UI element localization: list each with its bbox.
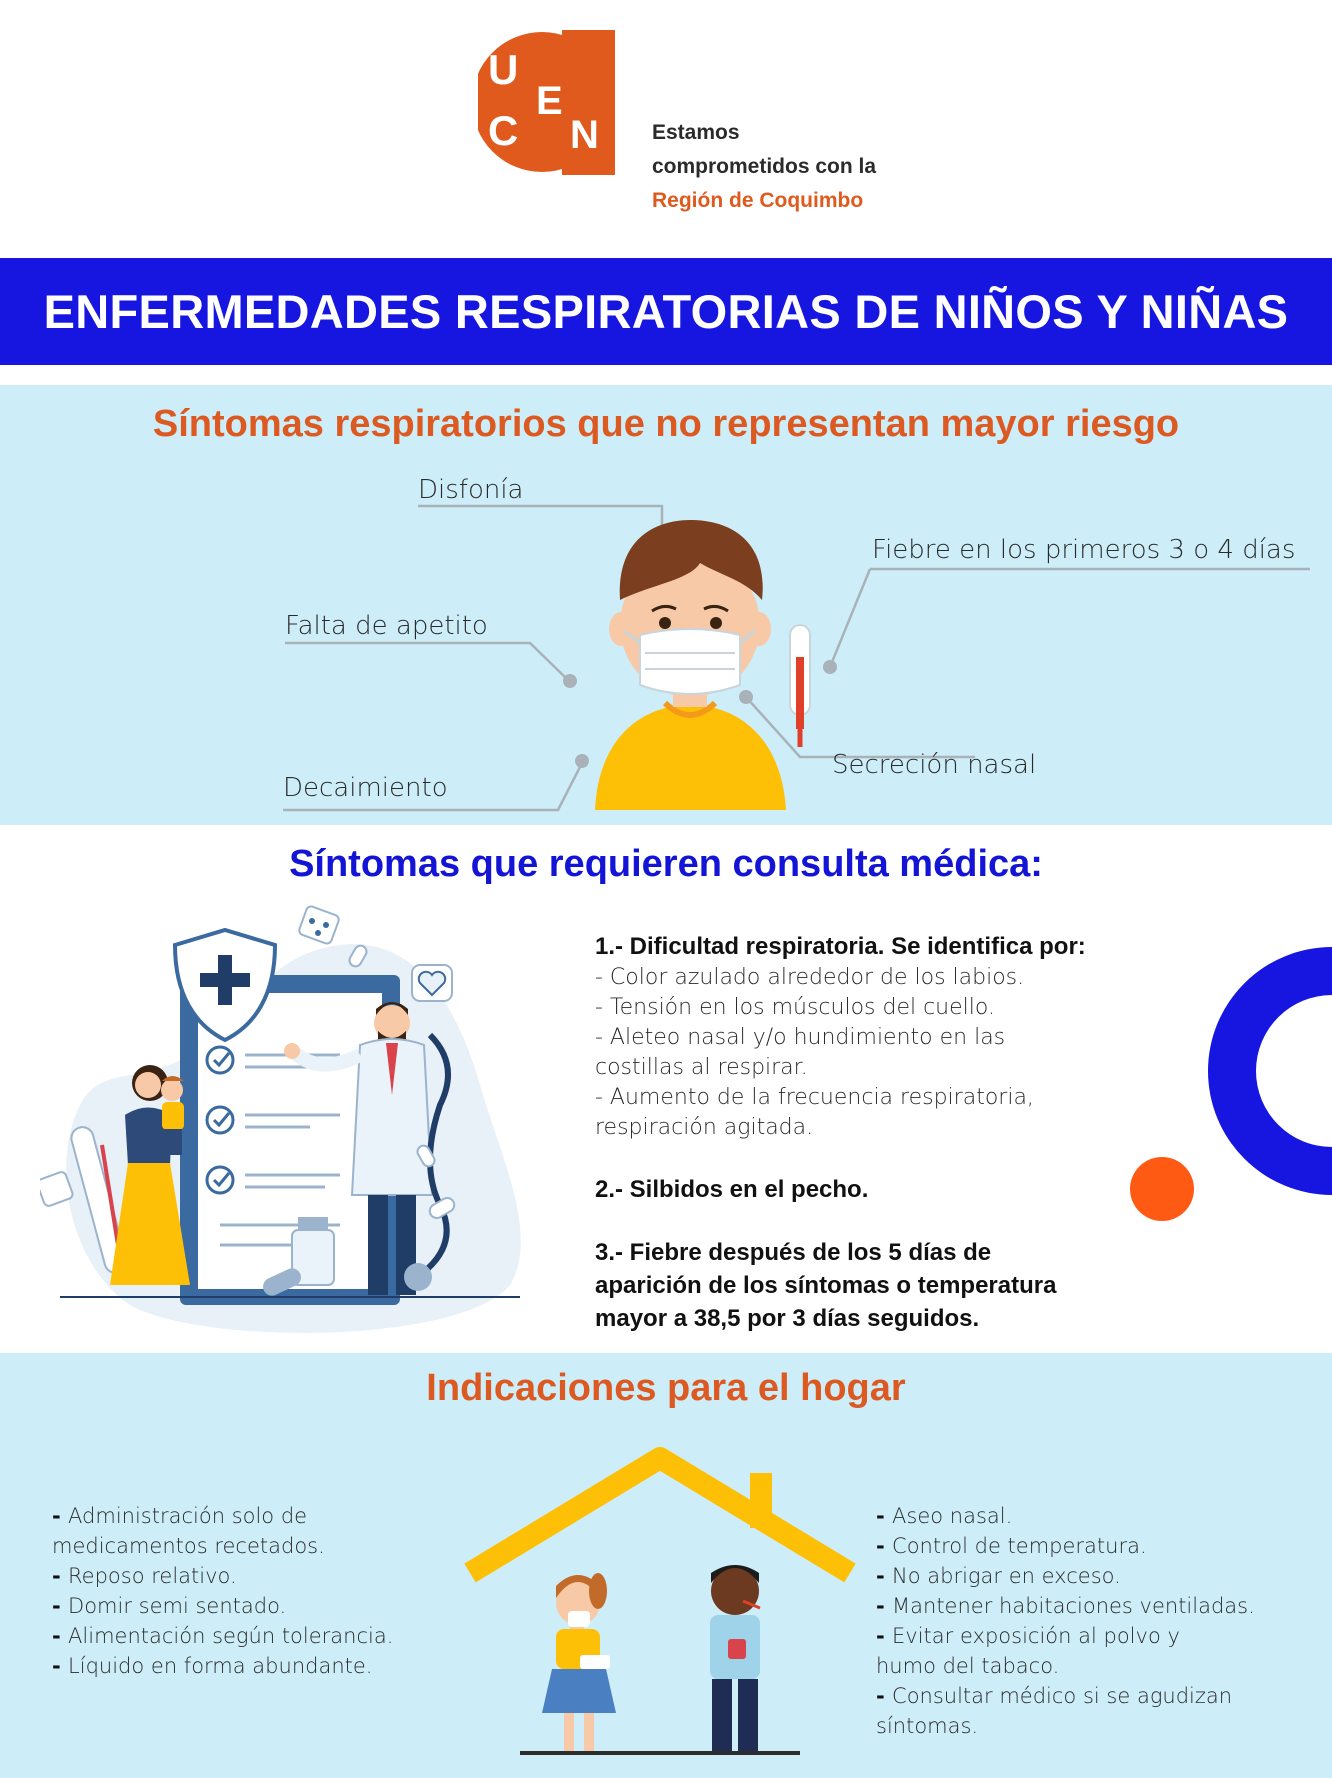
list-item: - Alimentación según tolerancia.: [52, 1624, 394, 1648]
symptom-1-point: costillas al respirar.: [595, 1055, 808, 1080]
tagline-line-2: comprometidos con la: [652, 155, 877, 178]
symptom-1-point: - Tensión en los músculos del cuello.: [595, 995, 995, 1020]
symptom-3-line: 3.- Fiebre después de los 5 días de: [595, 1239, 992, 1266]
symptom-1-title: 1.- Dificultad respiratoria. Se identifica por:: [595, 933, 1086, 960]
symptom-1-point: respiración agitada.: [595, 1115, 814, 1140]
list-item: - Control de temperatura.: [876, 1534, 1147, 1558]
list-item: - Reposo relativo.: [52, 1564, 237, 1588]
medical-consult-heading: Síntomas que requieren consulta médica:: [289, 843, 1043, 885]
header: [0, 0, 1332, 258]
tagline-line-1: Estamos: [652, 121, 740, 144]
symptom-3-line: aparición de los síntomas o temperatura: [595, 1272, 1057, 1299]
list-item: - Aseo nasal.: [876, 1504, 1013, 1528]
list-item: medicamentos recetados.: [52, 1534, 325, 1558]
svg-text:C: C: [488, 107, 519, 154]
svg-text:E: E: [536, 79, 563, 123]
home-care-list-left: [52, 1501, 412, 1681]
tagline-region: Región de Coquimbo: [652, 189, 864, 212]
title-bar: [0, 258, 1332, 365]
list-item: - No abrigar en exceso.: [876, 1564, 1121, 1588]
home-care-heading: Indicaciones para el hogar: [426, 1367, 906, 1409]
list-item: - Administración solo de: [52, 1504, 308, 1528]
label-decaimiento: Decaimiento: [283, 773, 448, 803]
symptom-1-point: - Aleteo nasal y/o hundimiento en las: [595, 1025, 1006, 1050]
label-fiebre: Fiebre en los primeros 3 o 4 días: [872, 535, 1296, 565]
medical-consult-section: [0, 825, 1332, 1353]
low-risk-symptoms-section: [0, 385, 1332, 825]
symptom-1-point: - Aumento de la frecuencia respiratoria,: [595, 1085, 1034, 1110]
list-item: síntomas.: [876, 1714, 979, 1738]
symptom-1-point: - Color azulado alrededor de los labios.: [595, 965, 1025, 990]
list-item: - Domir semi sentado.: [52, 1594, 287, 1618]
house-and-children-illustration: [460, 1443, 880, 1773]
page-title: ENFERMEDADES RESPIRATORIAS DE NIÑOS Y NIÑAS: [43, 285, 1289, 338]
home-care-section: [0, 1353, 1332, 1778]
label-secrecion-nasal: Secreción nasal: [832, 750, 1037, 780]
list-item: - Mantener habitaciones ventiladas.: [876, 1594, 1255, 1618]
decorative-ring: [1120, 945, 1332, 1245]
ucen-logo: [470, 30, 615, 175]
doctor-and-mother-illustration: [40, 905, 540, 1345]
list-item: humo del tabaco.: [876, 1654, 1060, 1678]
list-item: - Líquido en forma abundante.: [52, 1654, 373, 1678]
sick-child-illustration: [0, 385, 1332, 825]
tagline: [652, 116, 876, 218]
symptom-2: 2.- Silbidos en el pecho.: [595, 1176, 869, 1203]
list-item: - Consultar médico si se agudizan: [876, 1684, 1233, 1708]
label-falta-apetito: Falta de apetito: [285, 611, 488, 641]
symptom-3-line: mayor a 38,5 por 3 días seguidos.: [595, 1305, 980, 1332]
low-risk-heading: Síntomas respiratorios que no representan mayor riesgo: [152, 403, 1180, 445]
svg-text:U: U: [488, 46, 519, 93]
symptom-list: [595, 930, 1195, 1335]
svg-text:N: N: [570, 113, 599, 157]
label-disfonia: Disfonía: [418, 475, 524, 505]
home-care-list-right: [876, 1501, 1316, 1741]
list-item: - Evitar exposición al polvo y: [876, 1624, 1180, 1648]
